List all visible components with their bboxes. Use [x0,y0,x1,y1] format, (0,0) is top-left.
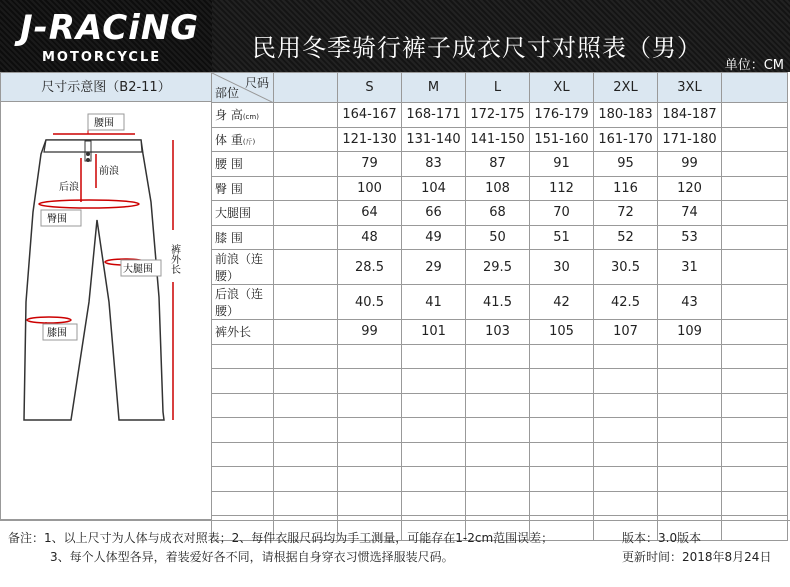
empty-cell [466,467,530,492]
empty-cell [594,491,658,516]
value-cell: 116 [594,176,658,201]
blank-cell [722,152,788,177]
empty-cell [402,491,466,516]
table-row [212,225,788,250]
blank-cell [722,320,788,345]
empty-cell [658,344,722,369]
blank-cell [274,103,338,128]
row-label [212,176,274,201]
empty-row [212,442,788,467]
value-cell: 104 [402,176,466,201]
thigh-label: 大腿围 [123,264,153,275]
logo-sub-text: MOTORCYCLE [42,50,162,65]
value-cell: 105 [530,320,594,345]
value-cell: 42 [530,285,594,320]
value-cell: 74 [658,201,722,226]
empty-cell [338,393,402,418]
value-cell: 29.5 [466,250,530,285]
row-label-text: 大腿围 [215,206,252,221]
empty-cell [530,442,594,467]
value-cell: 30 [530,250,594,285]
row-label [212,152,274,177]
value-cell: 107 [594,320,658,345]
header-blank-cell [722,73,788,103]
empty-row [212,369,788,394]
row-label [212,225,274,250]
empty-cell [212,344,274,369]
blank-cell [722,250,788,285]
empty-cell [722,369,788,394]
unit-label: 单位：CM [724,58,784,73]
empty-cell [658,418,722,443]
empty-cell [212,491,274,516]
title-bar [212,0,790,72]
value-cell: 29 [402,250,466,285]
row-label-text: 前浪（连腰） [215,252,264,283]
blank-cell [722,201,788,226]
corner-bottom-label: 部位 [215,86,240,100]
row-label [212,285,274,320]
empty-cell [722,418,788,443]
corner-top-label: 尺码 [244,76,269,90]
empty-cell [722,467,788,492]
blank-cell [722,225,788,250]
value-cell: 168-171 [402,103,466,128]
version-label: 版本：3.0版本 [622,531,702,545]
empty-cell [402,467,466,492]
value-cell: 184-187 [658,103,722,128]
table-row [212,320,788,345]
empty-cell [338,467,402,492]
value-cell: 41.5 [466,285,530,320]
table-row [212,127,788,152]
empty-cell [212,442,274,467]
page-title: 民用冬季骑行裤子成衣尺寸对照表（男） [252,34,702,62]
value-cell: 49 [402,225,466,250]
empty-cell [658,467,722,492]
blank-cell [722,285,788,320]
value-cell: 100 [338,176,402,201]
empty-cell [658,491,722,516]
button-icon [86,152,90,156]
outseam-label: 裤外长 [168,244,180,274]
empty-cell [594,393,658,418]
header [0,0,790,72]
empty-cell [530,344,594,369]
empty-cell [594,467,658,492]
size-header: M [402,73,466,103]
value-cell: 99 [658,152,722,177]
value-cell: 66 [402,201,466,226]
value-cell: 79 [338,152,402,177]
row-label [212,250,274,285]
size-header: 3XL [658,73,722,103]
row-label-text: 腰 围 [215,157,243,172]
empty-cell [722,442,788,467]
blank-cell [722,103,788,128]
notes-section [0,520,790,587]
empty-row [212,491,788,516]
blank-cell [274,152,338,177]
empty-cell [466,344,530,369]
empty-cell [274,442,338,467]
empty-cell [274,418,338,443]
size-header: 2XL [594,73,658,103]
row-label-text: 体 重 [215,132,243,147]
row-label-text: 膝 围 [215,230,243,245]
value-cell: 40.5 [338,285,402,320]
header-blank-cell [274,73,338,103]
value-cell: 176-179 [530,103,594,128]
value-cell: 68 [466,201,530,226]
row-label-text: 臀 围 [215,181,243,196]
back-rise-label: 后浪 [59,182,79,193]
pants-outline [24,140,164,420]
empty-cell [338,442,402,467]
empty-cell [402,418,466,443]
value-cell: 101 [402,320,466,345]
value-cell: 161-170 [594,127,658,152]
value-cell: 72 [594,201,658,226]
value-cell: 103 [466,320,530,345]
value-cell: 99 [338,320,402,345]
value-cell: 43 [658,285,722,320]
row-label [212,320,274,345]
value-cell: 171-180 [658,127,722,152]
value-cell: 87 [466,152,530,177]
empty-cell [594,418,658,443]
empty-cell [466,393,530,418]
value-cell: 131-140 [402,127,466,152]
empty-cell [338,369,402,394]
value-cell: 108 [466,176,530,201]
empty-row [212,467,788,492]
corner-cell [212,73,274,103]
empty-cell [530,418,594,443]
empty-cell [402,344,466,369]
empty-cell [722,344,788,369]
size-header: S [338,73,402,103]
empty-cell [466,442,530,467]
empty-row [212,393,788,418]
empty-cell [212,467,274,492]
empty-row [212,344,788,369]
table-row [212,250,788,285]
value-cell: 172-175 [466,103,530,128]
value-cell: 120 [658,176,722,201]
blank-cell [274,176,338,201]
waist-label: 腰围 [94,118,114,129]
value-cell: 53 [658,225,722,250]
empty-cell [722,393,788,418]
empty-cell [274,393,338,418]
table-row [212,176,788,201]
value-cell: 28.5 [338,250,402,285]
value-cell: 112 [530,176,594,201]
empty-cell [530,491,594,516]
size-chart-body [212,103,788,541]
empty-cell [658,369,722,394]
empty-cell [530,369,594,394]
value-cell: 70 [530,201,594,226]
empty-cell [338,344,402,369]
empty-cell [402,442,466,467]
note-line-1: 备注：1、以上尺寸为人体与成衣对照表；2、每件衣服尺码均为手工测量，可能存在1-2cm范围误差； [8,531,554,545]
table-row [212,201,788,226]
table-row [212,152,788,177]
empty-cell [658,393,722,418]
size-header: XL [530,73,594,103]
table-row [212,285,788,320]
row-label-unit: (斤) [242,137,256,146]
logo-main-text: J-RACiNG [20,8,200,48]
updated-label: 更新时间：2018年8月24日 [622,550,772,564]
empty-cell [212,418,274,443]
empty-cell [212,393,274,418]
value-cell: 51 [530,225,594,250]
pants-diagram-panel [0,102,212,520]
value-cell: 31 [658,250,722,285]
note-line-2: 3、每个人体型各异，着装爱好各不同，请根据自身穿衣习惯选择服装尺码。 [50,550,454,564]
value-cell: 30.5 [594,250,658,285]
empty-cell [466,418,530,443]
empty-cell [274,344,338,369]
value-cell: 151-160 [530,127,594,152]
value-cell: 141-150 [466,127,530,152]
blank-cell [274,320,338,345]
blank-cell [274,201,338,226]
row-label [212,127,274,152]
row-label-text: 身 高 [215,108,243,123]
button-icon [86,158,90,162]
waistband [44,140,142,152]
empty-cell [594,344,658,369]
row-label-text: 裤外长 [215,325,252,340]
value-cell: 180-183 [594,103,658,128]
value-cell: 121-130 [338,127,402,152]
empty-cell [274,491,338,516]
row-label-text: 后浪（连腰） [215,287,264,318]
empty-cell [402,369,466,394]
empty-cell [274,467,338,492]
empty-cell [274,369,338,394]
value-cell: 64 [338,201,402,226]
value-cell: 48 [338,225,402,250]
empty-cell [530,467,594,492]
blank-cell [274,127,338,152]
value-cell: 95 [594,152,658,177]
empty-cell [722,491,788,516]
value-cell: 42.5 [594,285,658,320]
table-row [212,103,788,128]
brand-logo [0,0,212,72]
blank-cell [274,285,338,320]
value-cell: 91 [530,152,594,177]
size-header: L [466,73,530,103]
blank-cell [274,225,338,250]
empty-cell [402,393,466,418]
diagram-heading: 尺寸示意图（B2-11） [0,72,212,102]
empty-cell [466,369,530,394]
size-header-row [212,73,788,103]
knee-label: 膝围 [47,328,67,339]
empty-cell [594,369,658,394]
empty-cell [594,442,658,467]
empty-row [212,418,788,443]
empty-cell [338,491,402,516]
empty-cell [212,369,274,394]
blank-cell [722,127,788,152]
value-cell: 50 [466,225,530,250]
value-cell: 52 [594,225,658,250]
value-cell: 41 [402,285,466,320]
value-cell: 164-167 [338,103,402,128]
row-label-unit: (cm) [242,113,259,122]
value-cell: 83 [402,152,466,177]
row-label [212,201,274,226]
empty-cell [530,393,594,418]
row-label [212,103,274,128]
empty-cell [466,491,530,516]
value-cell: 109 [658,320,722,345]
pants-diagram [1,102,211,518]
empty-cell [338,418,402,443]
size-chart-table [211,72,788,541]
front-rise-label: 前浪 [99,166,119,177]
empty-cell [658,442,722,467]
hip-label: 臀围 [47,214,67,225]
blank-cell [722,176,788,201]
blank-cell [274,250,338,285]
